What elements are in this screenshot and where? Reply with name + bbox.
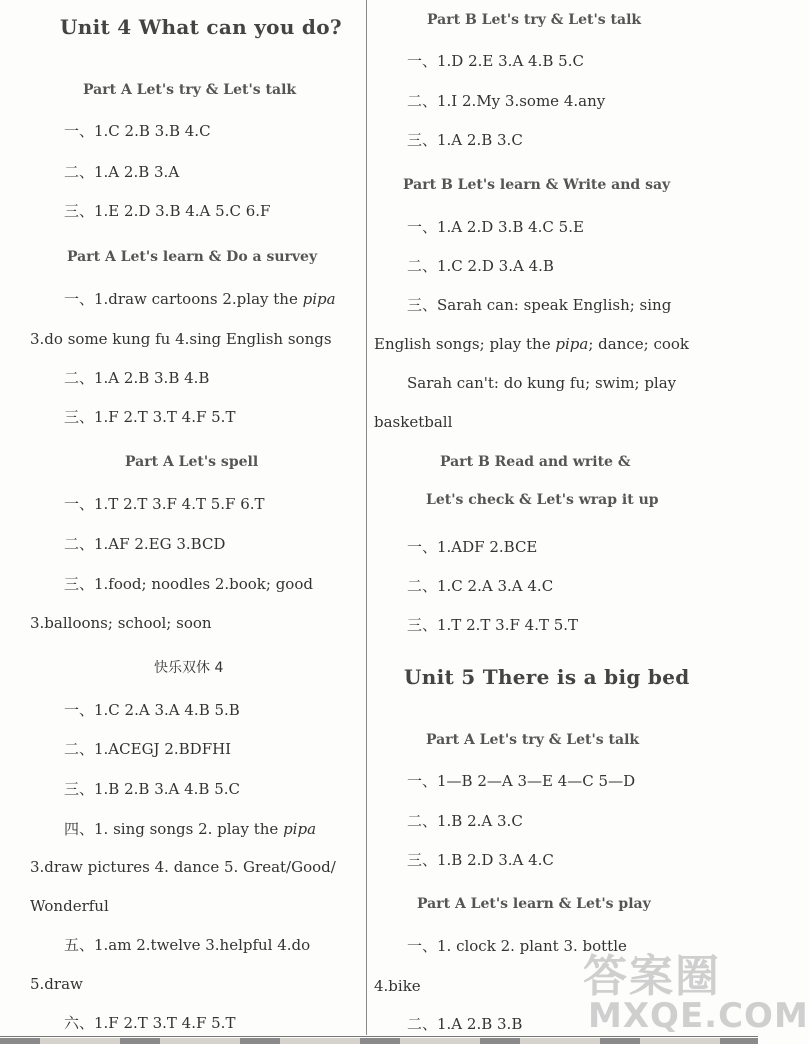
- right-sec4-line1: 一、1—B 2—A 3—E 4—C 5—D: [407, 772, 636, 790]
- watermark-cn-text: 答案圈: [583, 951, 721, 1002]
- right-sec1-line1: 一、1.D 2.E 3.A 4.B 5.C: [407, 52, 584, 70]
- left-sec3-line3: 三、1.food; noodles 2.book; good: [64, 575, 313, 593]
- left-sec4-line8: 5.draw: [30, 975, 83, 993]
- left-sec4-line2: 二、1.ACEGJ 2.BDFHI: [64, 740, 232, 758]
- right-sec3-heading2: Let's check & Let's wrap it up: [426, 492, 659, 508]
- left-sec3-heading: Part A Let's spell: [125, 454, 259, 470]
- right-sec3-line1: 一、1.ADF 2.BCE: [407, 538, 538, 556]
- right-sec5-heading: Part A Let's learn & Let's play: [417, 896, 651, 912]
- right-sec2-line1: 一、1.A 2.D 3.B 4.C 5.E: [407, 218, 584, 236]
- right-sec3-heading1: Part B Read and write &: [440, 454, 631, 470]
- answer-text: 一、1.C 2.B 3.B 4.C: [64, 122, 211, 140]
- answer-text: English songs; play the: [374, 335, 556, 353]
- right-sec1-heading: Part B Let's try & Let's talk: [427, 12, 642, 28]
- right-sec2-line5: Sarah can't: do kung fu; swim; play: [407, 374, 677, 392]
- left-sec4-line6: Wonderful: [30, 897, 109, 915]
- left-sec4-heading: 快乐双休 4: [154, 660, 224, 676]
- right-sec1-line3: 三、1.A 2.B 3.C: [407, 131, 523, 149]
- left-sec4-line9: 六、1.F 2.T 3.T 4.F 5.T: [64, 1014, 236, 1032]
- watermark-en-text: MXQE.COM: [588, 996, 809, 1036]
- left-sec4-line4: [64, 819, 316, 839]
- right-sec1-line2: 二、1.I 2.My 3.some 4.any: [407, 92, 606, 110]
- left-sec2-line3: 二、1.A 2.B 3.B 4.B: [64, 369, 210, 387]
- pipa-italic: pipa: [555, 335, 589, 353]
- pipa-italic: pipa: [302, 290, 336, 308]
- left-sec1-heading: Part A Let's try & Let's talk: [83, 82, 297, 98]
- left-sec4-line3: 三、1.B 2.B 3.A 4.B 5.C: [64, 780, 241, 798]
- right-sec2-heading: Part B Let's learn & Write and say: [403, 177, 671, 193]
- site-watermark: [578, 940, 809, 1040]
- left-sec3-line2: 二、1.AF 2.EG 3.BCD: [64, 535, 226, 553]
- left-sec1-line1: [64, 121, 211, 141]
- pipa-italic: pipa: [283, 820, 317, 838]
- answer-text: 一、1.draw cartoons 2.play the: [64, 290, 303, 308]
- answer-text: ; dance; cook: [588, 335, 690, 353]
- left-sec2-line4: 三、1.F 2.T 3.T 4.F 5.T: [64, 408, 236, 426]
- unit4-title: Unit 4 What can you do?: [60, 15, 342, 39]
- left-sec4-line1: 一、1.C 2.A 3.A 4.B 5.B: [64, 701, 240, 719]
- left-sec2-heading: Part A Let's learn & Do a survey: [67, 249, 318, 265]
- answer-text: 四、1. sing songs 2. play the: [64, 820, 284, 838]
- left-sec3-line1: 一、1.T 2.T 3.F 4.T 5.F 6.T: [64, 495, 265, 513]
- left-sec4-line5: 3.draw pictures 4. dance 5. Great/Good/: [30, 858, 336, 876]
- answer-text: 三、1.E 2.D 3.B 4.A 5.C 6.F: [64, 202, 271, 220]
- right-sec4-heading: Part A Let's try & Let's talk: [426, 732, 640, 748]
- right-sec5-line1: 一、1. clock 2. plant 3. bottle: [407, 937, 627, 955]
- unit5-title: Unit 5 There is a big bed: [404, 665, 690, 689]
- left-sec1-line3: [64, 201, 270, 221]
- left-sec3-line4: 3.balloons; school; soon: [30, 614, 212, 632]
- column-divider: [366, 0, 367, 1035]
- right-sec2-line4: [374, 334, 689, 354]
- left-sec4-line7: 五、1.am 2.twelve 3.helpful 4.do: [64, 936, 311, 954]
- left-sec1-line2: [64, 162, 179, 182]
- right-sec3-line3: 三、1.T 2.T 3.F 4.T 5.T: [407, 616, 579, 634]
- right-sec2-line2: 二、1.C 2.D 3.A 4.B: [407, 257, 554, 275]
- right-sec2-line6: basketball: [374, 413, 453, 431]
- right-sec5-line2: 4.bike: [374, 977, 421, 995]
- left-sec2-line1: [64, 289, 336, 309]
- bottom-rule: [0, 1036, 758, 1037]
- left-sec2-line2: 3.do some kung fu 4.sing English songs: [30, 330, 332, 348]
- right-sec4-line2: 二、1.B 2.A 3.C: [407, 812, 523, 830]
- right-sec4-line3: 三、1.B 2.D 3.A 4.C: [407, 851, 554, 869]
- right-sec5-line3: 二、1.A 2.B 3.B: [407, 1015, 523, 1033]
- right-sec3-line2: 二、1.C 2.A 3.A 4.C: [407, 577, 554, 595]
- answer-text: 二、1.A 2.B 3.A: [64, 163, 180, 181]
- bottom-scan-strip: [0, 1038, 758, 1044]
- right-sec2-line3: 三、Sarah can: speak English; sing: [407, 296, 672, 314]
